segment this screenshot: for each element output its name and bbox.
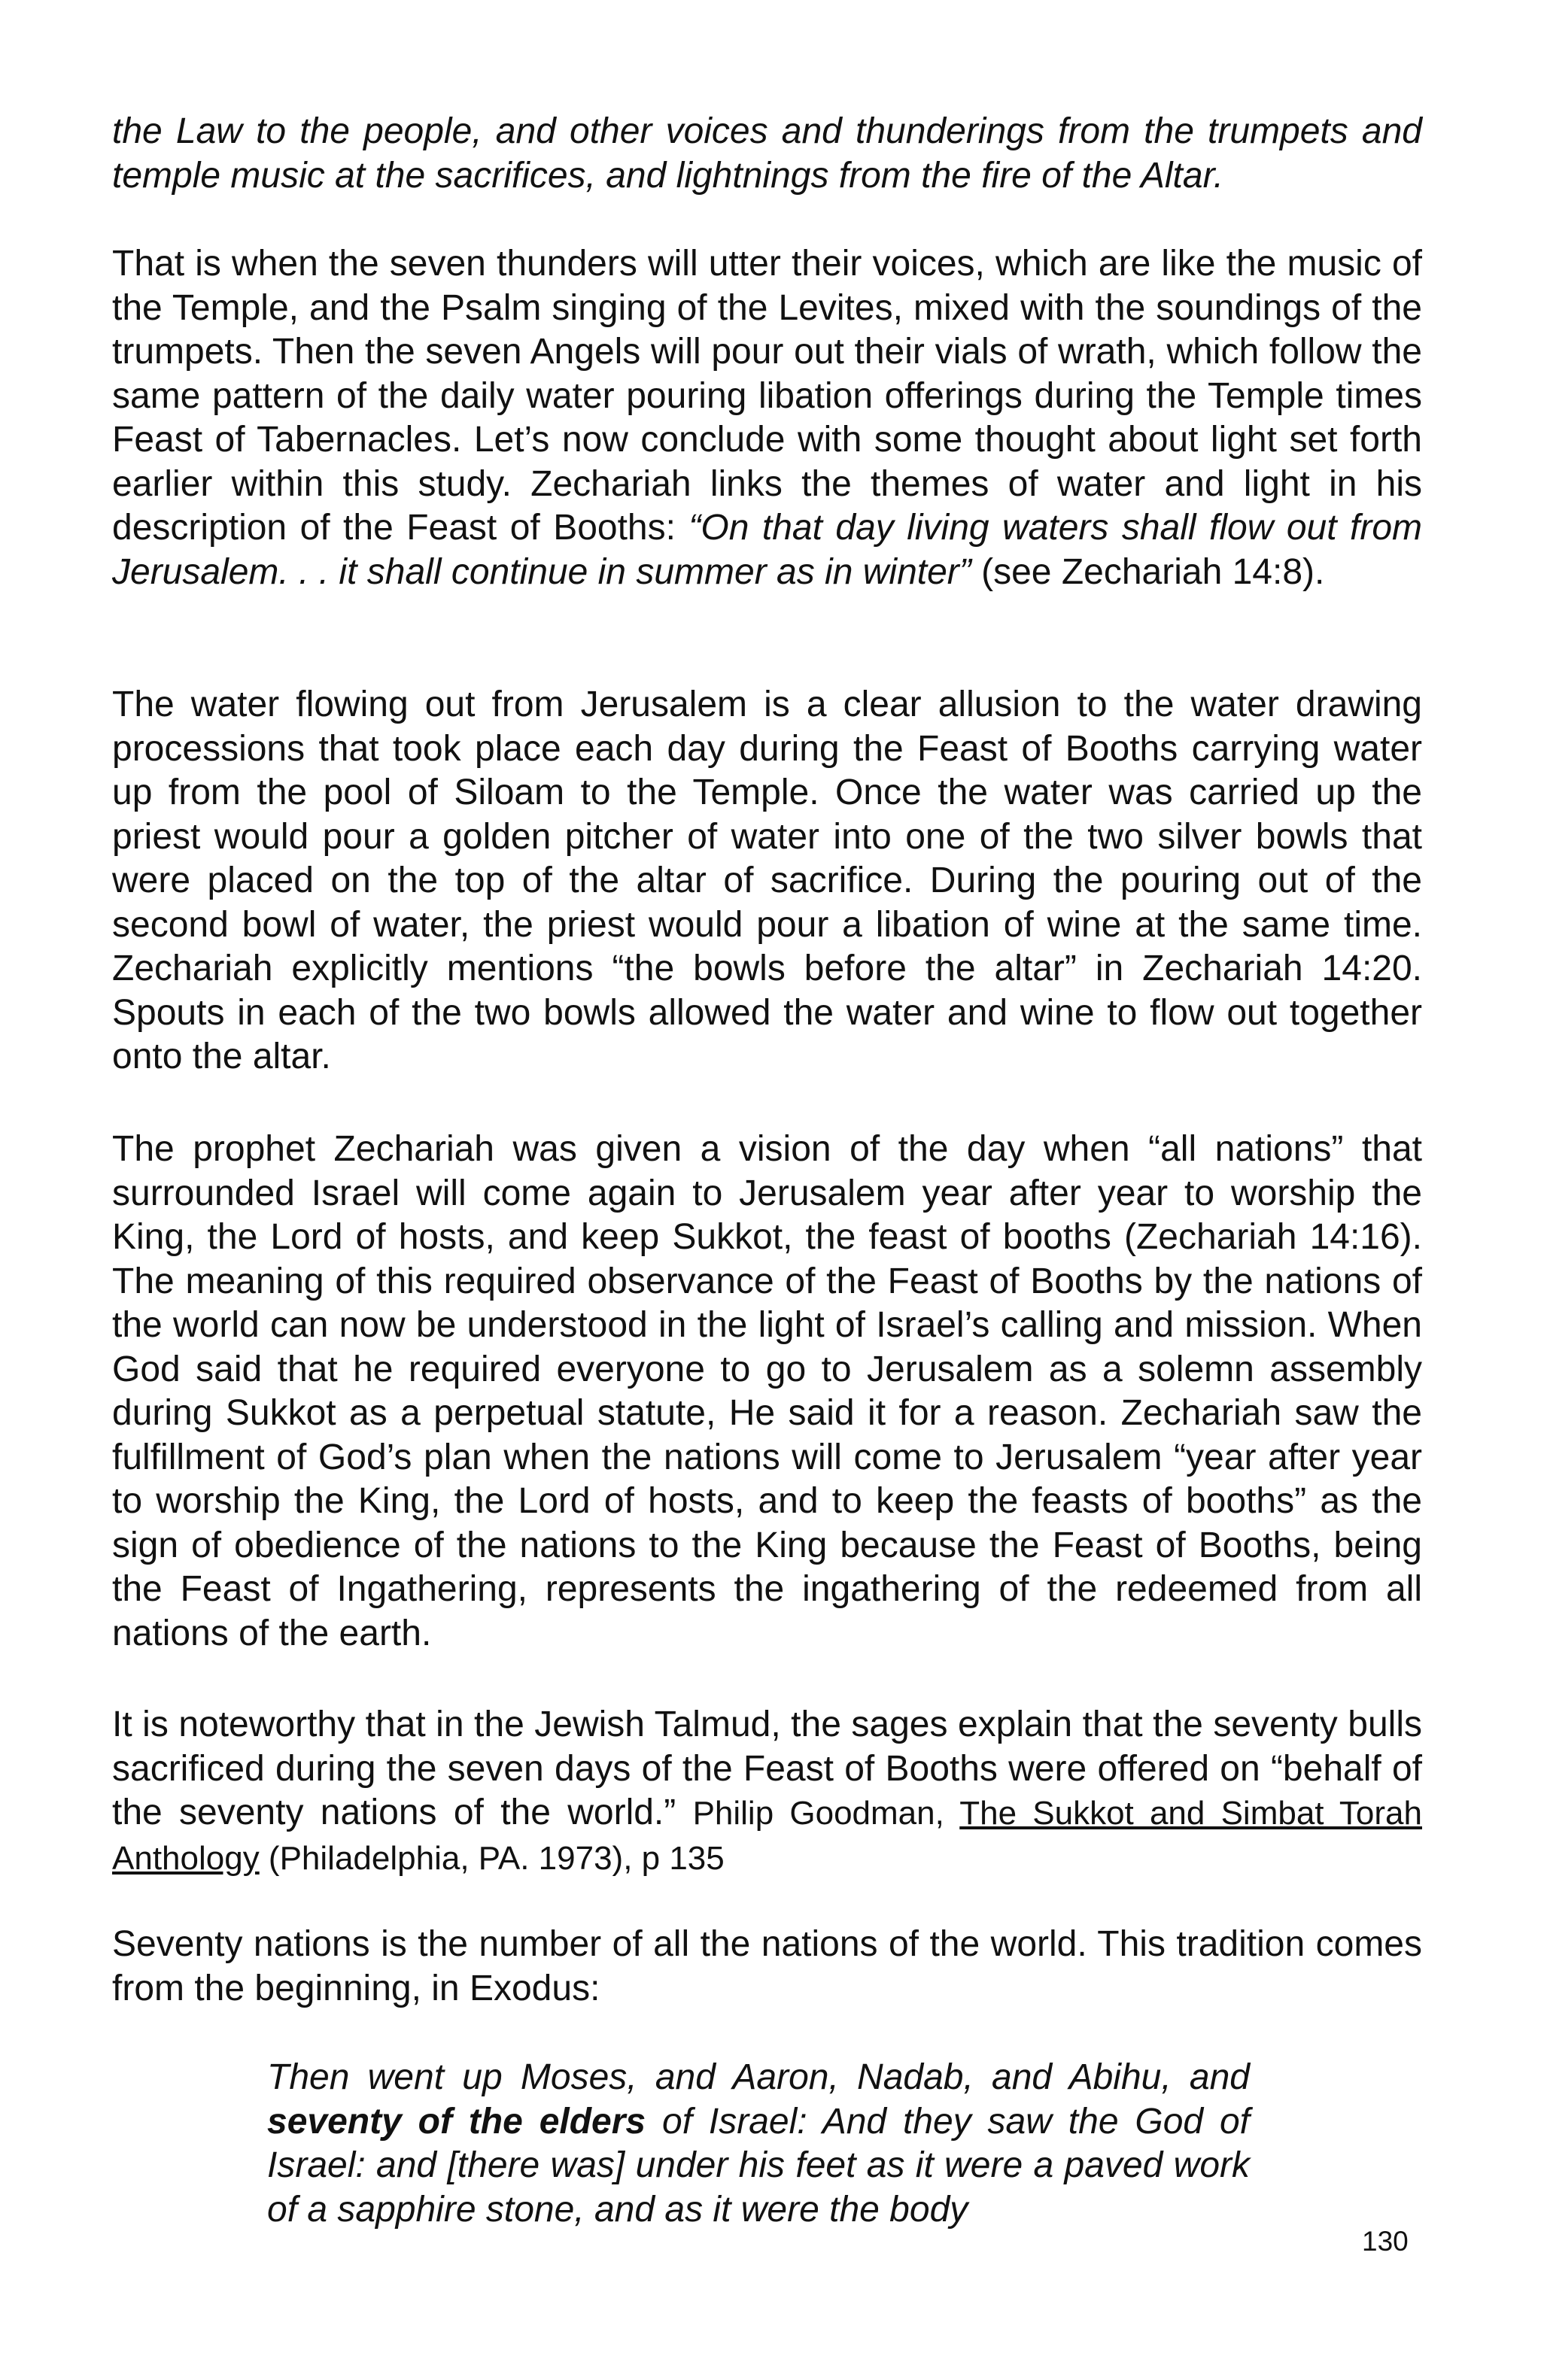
exodus-block-quote bbox=[267, 2056, 1250, 2232]
paragraph-water-flowing bbox=[112, 683, 1422, 1079]
paragraph-seven-thunders bbox=[112, 242, 1422, 594]
exodus-quote-emphasis: seventy of the elders bbox=[267, 2101, 646, 2142]
exodus-quote-end: of Israel: And they saw the God of Israel: and [there was] under his feet as it were a paved work of a sapphire stone, and as it were the body bbox=[267, 2101, 1251, 2230]
paragraph-seventy-nations-text: Seventy nations is the number of all the nations of the world. This tradition comes from the beginning, in Exodus: bbox=[112, 1924, 1422, 2008]
zechariah-quote: “On that day living waters shall flow out from Jerusalem. . . it shall continue in summer as in winter” bbox=[112, 508, 1422, 592]
paragraph-talmud bbox=[112, 1703, 1422, 1881]
paragraph-seventy-nations bbox=[112, 1923, 1422, 2011]
paragraph-prophet-zechariah-text: The prophet Zechariah was given a vision of the day when “all nations” that surrounded Israel will come again to Jerusalem year after year to worship the King, the Lord of hosts, and keep Sukkot, the feast of booths (Zechariah 14:16). The meaning of this required observance of the Feast of Booths by the nations of the world can now be understood in the light of Israel’s calling and mission. When God said that he required everyone to go to Jerusalem as a solemn assembly during Sukkot as a perpetual statute, He said it for a reason. Zechariah saw the fulfillment of God’s plan when the nations will come to Jerusalem “year after year to worship the King, the Lord of hosts, and to keep the feasts of booths” as the sign of obedience of the nations to the King because the Feast of Booths, being the Feast of Ingathering, represents the ingathering of the redeemed from all nations of the earth. bbox=[112, 1129, 1422, 1653]
paragraph-talmud-text: It is noteworthy that in the Jewish Talmud, the sages explain that the seventy bulls sacrificed during the seven days of the Feast of Booths were offered on “behalf of the seventy nations of the world.” bbox=[112, 1705, 1422, 1832]
paragraph-water-flowing-text: The water flowing out from Jerusalem is a clear allusion to the water drawing processions that took place each day during the Feast of Booths carrying water up from the pool of Siloam to the Temple. Once the water was carried up the priest would pour a golden pitcher of water into one of the two silver bowls that were placed on the top of the altar of sacrifice. During the pouring out of the second bowl of water, the priest would pour a libation of wine at the same time. Zechariah explicitly mentions “the bowls before the altar” in Zechariah 14:20. Spouts in each of the two bowls allowed the water and wine to flow out together onto the altar. bbox=[112, 685, 1422, 1076]
paragraph-continuation-text: the Law to the people, and other voices and thunderings from the trumpets and temple music at the sacrifices, and lightnings from the fire of the Altar. bbox=[112, 111, 1422, 196]
citation-author: Philip Goodman, bbox=[692, 1795, 960, 1832]
paragraph-seven-thunders-text: That is when the seven thunders will utter their voices, which are like the music of the Temple, and the Psalm singing of the Levites, mixed with the soundings of the trumpets. Then the seven Angels will pour out their vials of wrath, which follow the same pattern of the daily water pouring libation offerings during the Temple times Feast of Tabernacles. Let’s now conclude with some thought about light set forth earlier within this study. Zechariah links the themes of water and light in his description of the Feast of Booths: bbox=[112, 244, 1422, 548]
paragraph-prophet-zechariah bbox=[112, 1128, 1422, 1656]
paragraph-continuation bbox=[112, 110, 1422, 198]
page-number: 130 bbox=[1362, 2226, 1409, 2257]
zechariah-reference: (see Zechariah 14:8). bbox=[971, 551, 1325, 592]
citation-title: The Sukkot and Simbat Torah Anthology bbox=[112, 1795, 1422, 1877]
citation-details: (Philadelphia, PA. 1973), p 135 bbox=[259, 1839, 725, 1877]
exodus-quote-start: Then went up Moses, and Aaron, Nadab, and Abihu, and bbox=[267, 2057, 1250, 2097]
